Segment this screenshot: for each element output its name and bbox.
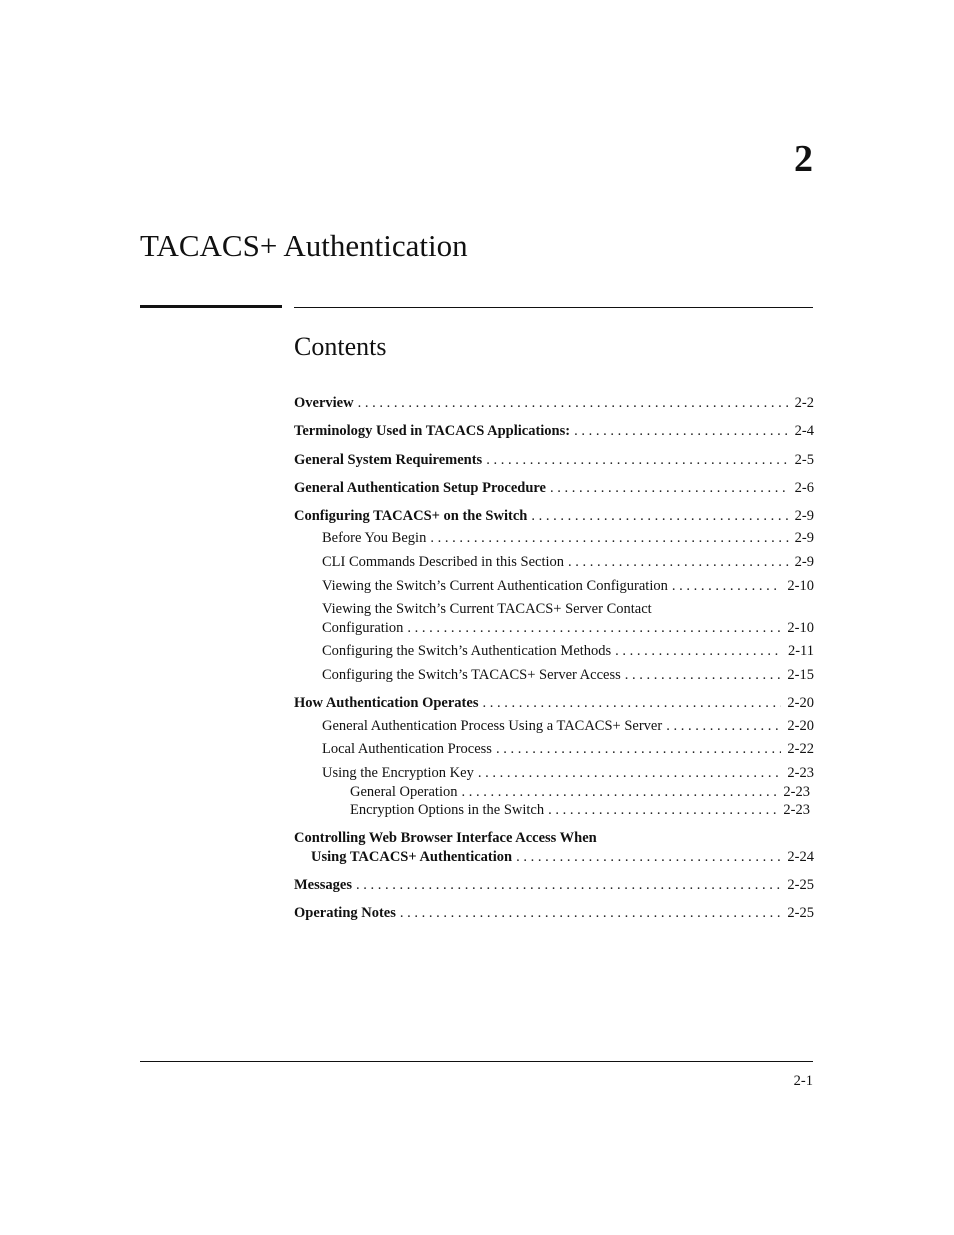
toc-label: Configuring TACACS+ on the Switch: [294, 508, 528, 524]
toc-label: CLI Commands Described in this Section: [322, 554, 565, 570]
toc-label: Configuring the Switch’s Authentication Methods: [322, 643, 612, 659]
toc-entry-encryption-key[interactable]: [322, 764, 814, 782]
toc-page: 2-23: [787, 765, 814, 781]
toc-page: 2-23: [783, 784, 810, 800]
toc-label: Using TACACS+ Authentication: [311, 849, 513, 865]
chapter-number: 2: [794, 138, 813, 180]
toc-entry-local-auth-process[interactable]: [322, 740, 814, 758]
toc-page: 2-9: [794, 554, 814, 570]
toc-leader: [550, 479, 789, 497]
table-of-contents: [294, 0, 814, 1235]
toc-page: 2-2: [794, 395, 814, 411]
toc-entry-setup-procedure[interactable]: [294, 479, 814, 497]
toc-label: General Authentication Setup Procedure: [294, 480, 546, 496]
toc-entry-config-server-access[interactable]: [322, 666, 814, 684]
toc-leader: [478, 764, 782, 782]
toc-leader: [625, 666, 782, 684]
toc-page: 2-9: [794, 530, 814, 546]
toc-entry-configuring[interactable]: [294, 507, 814, 525]
toc-page: 2-10: [787, 620, 814, 636]
toc-label: General Authentication Process Using a TACACS+ Server: [322, 718, 663, 734]
toc-entry-viewing-server-config[interactable]: [322, 600, 814, 637]
toc-leader: [568, 553, 789, 571]
toc-entry-overview[interactable]: [294, 394, 814, 412]
chapter-title: TACACS+ Authentication: [140, 228, 468, 263]
toc-page: 2-22: [787, 741, 814, 757]
toc-leader: [531, 507, 788, 525]
toc-label: Viewing the Switch’s Current Authentication Configuration: [322, 578, 668, 594]
toc-leader: [407, 619, 781, 637]
toc-label: General System Requirements: [294, 452, 483, 468]
toc-page: 2-23: [783, 802, 810, 818]
toc-label: Overview: [294, 395, 354, 411]
title-rule-thick: [140, 305, 282, 308]
toc-leader: [462, 783, 778, 801]
toc-label: Using the Encryption Key: [322, 765, 474, 781]
toc-entry-how-auth-operates[interactable]: [294, 694, 814, 712]
toc-leader: [666, 717, 781, 735]
toc-leader: [672, 577, 782, 595]
toc-label: Configuration: [322, 620, 404, 636]
toc-leader: [482, 694, 781, 712]
toc-leader: [496, 740, 781, 758]
toc-entry-operating-notes[interactable]: [294, 904, 814, 922]
toc-label: Operating Notes: [294, 905, 396, 921]
toc-label: General Operation: [350, 784, 458, 800]
toc-page: 2-5: [794, 452, 814, 468]
toc-label: Local Authentication Process: [322, 741, 492, 757]
toc-entry-cli-commands[interactable]: [322, 553, 814, 571]
toc-label: Encryption Options in the Switch: [350, 802, 545, 818]
toc-label: Messages: [294, 877, 352, 893]
toc-entry-viewing-auth-config[interactable]: [322, 577, 814, 595]
toc-leader: [400, 904, 782, 922]
toc-page: 2-9: [794, 508, 814, 524]
toc-leader: [430, 529, 788, 547]
footer-page-number: 2-1: [793, 1073, 813, 1089]
toc-label: How Authentication Operates: [294, 695, 479, 711]
toc-entry-terminology[interactable]: [294, 422, 814, 440]
toc-label: Before You Begin: [322, 530, 427, 546]
toc-leader: [486, 451, 788, 469]
toc-label: Terminology Used in TACACS Applications:: [294, 423, 571, 439]
toc-page: 2-6: [794, 480, 814, 496]
toc-leader: [516, 848, 781, 866]
toc-entry-messages[interactable]: [294, 876, 814, 894]
toc-page: 2-25: [787, 877, 814, 893]
toc-entry-encryption-options[interactable]: [350, 801, 810, 819]
toc-entry-before-you-begin[interactable]: [322, 529, 814, 547]
toc-entry-general-auth-process[interactable]: [322, 717, 814, 735]
toc-page: 2-15: [787, 667, 814, 683]
toc-label-line1: Controlling Web Browser Interface Access When: [294, 830, 597, 846]
toc-page: 2-25: [787, 905, 814, 921]
footer-rule: [140, 1061, 813, 1062]
toc-entry-web-browser-access[interactable]: [294, 829, 814, 866]
toc-page: 2-4: [794, 423, 814, 439]
toc-leader: [356, 876, 781, 894]
toc-label: Configuring the Switch’s TACACS+ Server Access: [322, 667, 621, 683]
toc-leader: [574, 422, 789, 440]
toc-leader: [615, 642, 782, 660]
toc-entry-config-auth-methods[interactable]: [322, 642, 814, 660]
toc-page: 2-11: [787, 643, 814, 659]
toc-leader: [548, 801, 777, 819]
toc-entry-system-requirements[interactable]: [294, 451, 814, 469]
toc-page: 2-20: [787, 718, 814, 734]
toc-page: 2-20: [787, 695, 814, 711]
contents-heading: Contents: [294, 332, 387, 361]
toc-page: 2-10: [787, 578, 814, 594]
toc-leader: [358, 394, 789, 412]
toc-entry-general-operation[interactable]: [350, 783, 810, 801]
toc-page: 2-24: [787, 849, 814, 865]
toc-label-line1: Viewing the Switch’s Current TACACS+ Server Contact: [322, 601, 652, 617]
